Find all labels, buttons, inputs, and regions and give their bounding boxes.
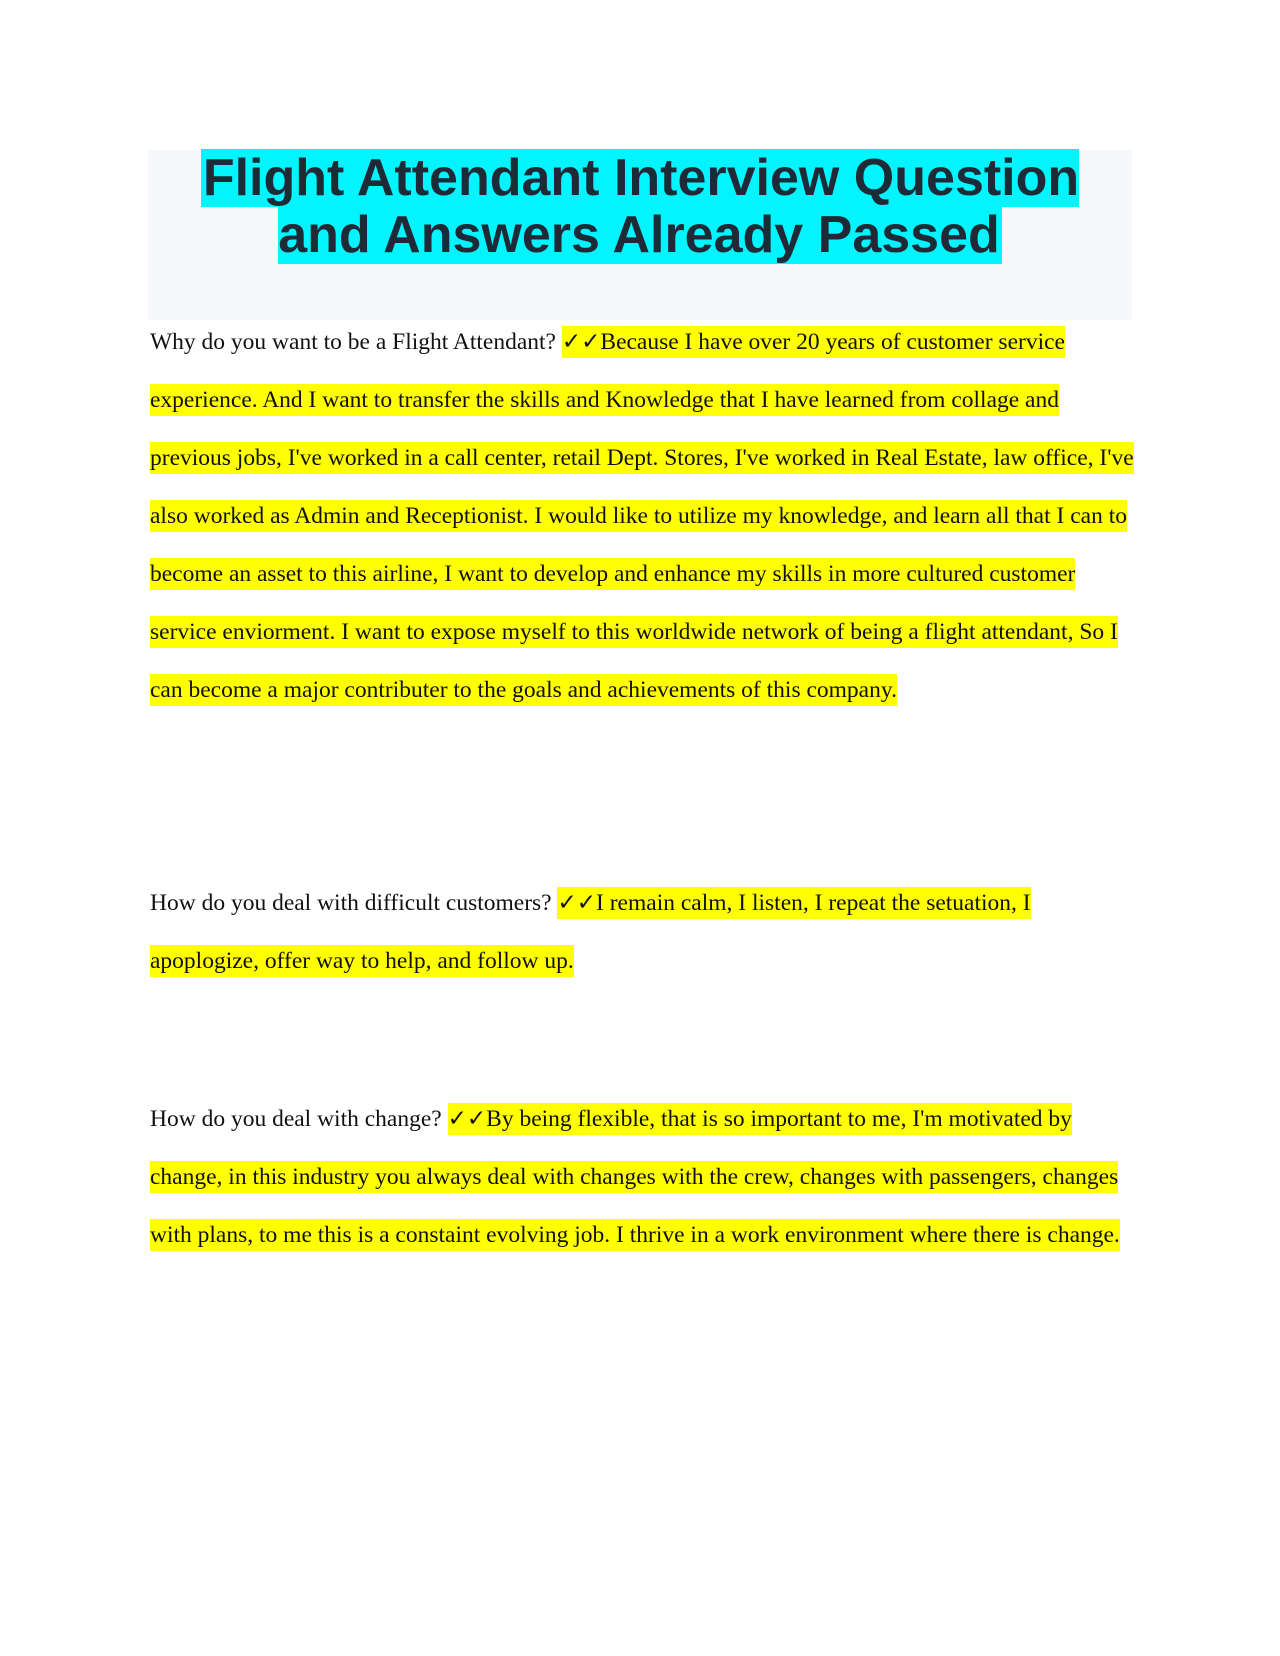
answer-text: Because I have over 20 years of customer service experience. And I want to transfer the skills and Knowledge that I have learned from collage and previous jobs, I've worked in a call center, retail Dept. Stores, I've worked in Real Estate, law office, I've also worked as Admin and Receptionist. I would like to utilize my knowledge, and learn all that I can to become an asset to this airline, I want to develop and enhance my skills in more cultured customer service enviorment. I want to expose myself to this worldwide network of being a flight attendant, So I can become a major contributer to the goals and achievements of this company. (150, 329, 1134, 703)
question-text: How do you deal with difficult customers? (150, 890, 552, 916)
double-check-icon: ✓✓ (557, 890, 597, 916)
answer-text: I remain calm, I listen, I repeat the setuation, I apoplogize, offer way to help, and follow up. (150, 890, 1031, 974)
qa-item (150, 313, 1140, 719)
question-text: Why do you want to be a Flight Attendant? (150, 329, 556, 355)
qa-item (150, 1090, 1140, 1264)
qa-item (150, 874, 1140, 990)
document-title (148, 150, 1132, 264)
title-block (148, 150, 1132, 320)
double-check-icon: ✓✓ (561, 329, 601, 355)
answer-highlight (150, 326, 1134, 706)
answer-text: By being flexible, that is so important to me, I'm motivated by change, in this industry you always deal with changes with the crew, changes with passengers, changes with plans, to me this is a constaint evolving job. I thrive in a work environment where there is change. (150, 1106, 1120, 1248)
question-text: How do you deal with change? (150, 1106, 442, 1132)
document-title-text: Flight Attendant Interview Question and Answers Already Passed (202, 149, 1080, 264)
double-check-icon: ✓✓ (447, 1106, 487, 1132)
